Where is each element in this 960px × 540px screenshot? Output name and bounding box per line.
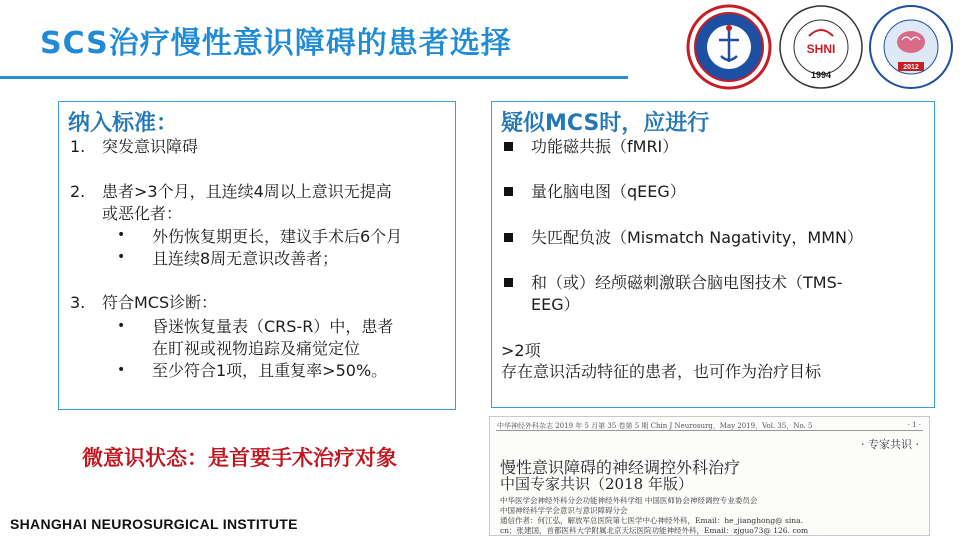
journal-page-number: · 1 · bbox=[907, 421, 921, 429]
inclusion-heading: 纳入标准： bbox=[68, 111, 179, 136]
sub-item-text: 在盯视或视物追踪及痛觉定位 bbox=[152, 339, 361, 358]
square-bullet-icon bbox=[504, 187, 513, 196]
journal-header: 中华神经外科杂志 2019 年 5 月第 35 卷第 5 期 Chin J Neurosurg，May 2019，Vol. 35，No. 5 bbox=[497, 422, 813, 430]
note-threshold: >2项 bbox=[501, 341, 541, 360]
assessment-item: 失匹配负波（Mismatch Nagativity，MMN） bbox=[531, 228, 863, 247]
logo-group bbox=[686, 4, 956, 92]
assessment-item: 量化脑电图（qEEG） bbox=[531, 182, 686, 201]
mcs-heading: 疑似MCS时，应进行 bbox=[501, 111, 710, 136]
sub-item-text: 至少符合1项，且重复率>50%。 bbox=[152, 361, 388, 380]
mcs-assessment-box bbox=[491, 101, 935, 408]
square-bullet-icon bbox=[504, 142, 513, 151]
journal-author-line: cn；张建国，首都医科大学附属北京天坛医院功能神经外科，Email：zjguo73@ 126. com bbox=[500, 526, 809, 535]
item-text: 患者>3个月，且连续4周以上意识无提高 bbox=[102, 182, 392, 201]
note-text: 存在意识活动特征的患者，也可作为治疗目标 bbox=[501, 362, 822, 381]
inclusion-criteria-box bbox=[58, 101, 456, 410]
sub-bullet: • bbox=[117, 249, 126, 265]
square-bullet-icon bbox=[504, 233, 513, 242]
journal-author-line: 通信作者：何江弘，解放军总医院第七医学中心神经外科，Email：he_jianghong@ sina. bbox=[500, 516, 803, 525]
sub-item-text: 且连续8周无意识改善者； bbox=[152, 249, 339, 268]
highlight-statement: 微意识状态：是首要手术治疗对象 bbox=[82, 446, 397, 470]
journal-title: 慢性意识障碍的神经调控外科治疗 bbox=[500, 458, 741, 477]
item-number: 2. bbox=[70, 182, 86, 201]
sub-bullet: • bbox=[117, 227, 126, 243]
sub-bullet: • bbox=[117, 318, 126, 334]
hospital-seal-logo bbox=[686, 4, 772, 90]
journal-article-image bbox=[489, 416, 930, 536]
sub-item-text: 昏迷恢复量表（CRS-R）中，患者 bbox=[152, 317, 394, 336]
journal-author-line: 中国神经科学学会意识与意识障碍分会 bbox=[500, 506, 628, 515]
journal-header-rule bbox=[496, 430, 923, 431]
item-text: 突发意识障碍 bbox=[102, 137, 199, 156]
sub-bullet: • bbox=[117, 362, 126, 378]
shni-abbr: SHNI bbox=[806, 42, 836, 56]
item-text: 或恶化者： bbox=[102, 204, 183, 223]
shni-seal-logo bbox=[778, 4, 864, 90]
assessment-item: EEG） bbox=[531, 295, 580, 314]
journal-subtitle: 中国专家共识（2018 年版） bbox=[500, 475, 693, 493]
item-text: 符合MCS诊断： bbox=[102, 293, 218, 312]
assessment-item: 和（或）经颅磁刺激联合脑电图技术（TMS- bbox=[531, 273, 843, 292]
square-bullet-icon bbox=[504, 278, 513, 287]
page-title: SCS治疗慢性意识障碍的患者选择 bbox=[40, 26, 512, 61]
item-number: 3. bbox=[70, 293, 86, 312]
title-underline bbox=[0, 76, 628, 79]
journal-author-line: 中华医学会神经外科分会功能神经外科学组 中国医师协会神经调控专业委员会 bbox=[500, 496, 758, 505]
journal-category: · 专家共识 · bbox=[861, 438, 919, 451]
item-number: 1. bbox=[70, 137, 86, 156]
sub-item-text: 外伤恢复期更长，建议手术后6个月 bbox=[152, 227, 403, 246]
footer-institute: SHANGHAI NEUROSURGICAL INSTITUTE bbox=[10, 516, 298, 532]
pla-year: 2012 bbox=[903, 64, 919, 71]
assessment-item: 功能磁共振（fMRI） bbox=[531, 137, 679, 156]
shni-year: 1994 bbox=[810, 70, 832, 80]
pla-seal-logo bbox=[868, 4, 954, 90]
